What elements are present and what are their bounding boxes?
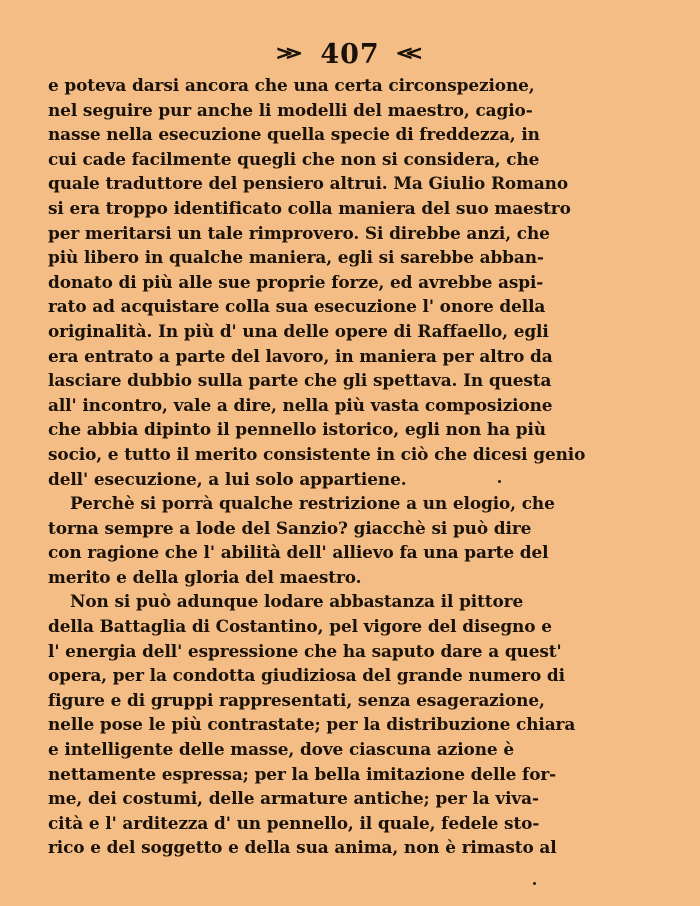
ink-speck xyxy=(533,882,536,885)
text-line: originalità. In più d' una delle opere di Raffaello, egli xyxy=(48,320,549,341)
text-line: e poteva darsi ancora che una certa circonspezione, xyxy=(48,75,535,95)
text-line: rico e del soggetto e della sua anima, non è rimasto al xyxy=(48,837,557,858)
text-line: nelle pose le più contrastate; per la distribuzione chiara xyxy=(48,714,576,735)
body-text xyxy=(48,73,586,860)
text-line: figure e di gruppi rappresentati, senza esagerazione, xyxy=(48,689,545,710)
ornament-left-icon: ≫ xyxy=(276,42,304,64)
text-line: con ragione che l' abilità dell' allievo fa una parte del xyxy=(48,542,549,563)
text-line: merito e della gloria del maestro. xyxy=(48,566,362,587)
text-line: opera, per la condotta giudiziosa del grande numero di xyxy=(48,665,565,686)
text-line: per meritarsi un tale rimprovero. Si direbbe anzi, che xyxy=(48,222,550,243)
text-line: dell' esecuzione, a lui solo appartiene. xyxy=(48,468,407,489)
text-line: quale traduttore del pensiero altrui. Ma Giulio Romano xyxy=(48,173,569,194)
text-line: Perchè si porrà qualche restrizione a un elogio, che xyxy=(70,493,555,514)
text-line: e intelligente delle masse, dove ciascuna azione è xyxy=(48,739,514,760)
ornament-right-icon: ≪ xyxy=(396,42,424,64)
ink-speck xyxy=(498,480,501,483)
text-line: cità e l' arditezza d' un pennello, il quale, fedele sto- xyxy=(48,812,540,833)
text-line: socio, e tutto il merito consistente in ciò che dicesi genio xyxy=(48,443,586,464)
text-line: era entrato a parte del lavoro, in maniera per altro da xyxy=(48,345,553,366)
text-line: si era troppo identificato colla maniera del suo maestro xyxy=(48,197,571,218)
text-line: lasciare dubbio sulla parte che gli spettava. In questa xyxy=(48,370,552,391)
text-line: all' incontro, vale a dire, nella più vasta composizione xyxy=(48,394,553,415)
text-line: nettamente espressa; per la bella imitazione delle for- xyxy=(48,763,557,784)
text-line: della Battaglia di Costantino, pel vigore del disegno e xyxy=(48,616,552,637)
text-line: Non si può adunque lodare abbastanza il pittore xyxy=(70,591,524,612)
text-line: nasse nella esecuzione quella specie di freddezza, in xyxy=(48,124,540,145)
text-line: nel seguire pur anche li modelli del maestro, cagio- xyxy=(48,99,533,120)
text-line: me, dei costumi, delle armature antiche; per la viva- xyxy=(48,788,539,809)
text-line: l' energia dell' espressione che ha saputo dare a quest' xyxy=(48,640,562,661)
text-line: torna sempre a lode del Sanzio? giacchè si può dire xyxy=(48,517,532,538)
page-number: 407 xyxy=(320,39,380,70)
text-line: donato di più alle sue proprie forze, ed avrebbe aspi- xyxy=(48,271,544,292)
text-line: cui cade facilmente quegli che non si considera, che xyxy=(48,148,540,169)
page-header xyxy=(0,38,700,73)
text-line: che abbia dipinto il pennello istorico, egli non ha più xyxy=(48,419,546,440)
text-line: più libero in qualche maniera, egli si sarebbe abban- xyxy=(48,247,544,268)
text-line: rato ad acquistare colla sua esecuzione l' onore della xyxy=(48,296,546,317)
